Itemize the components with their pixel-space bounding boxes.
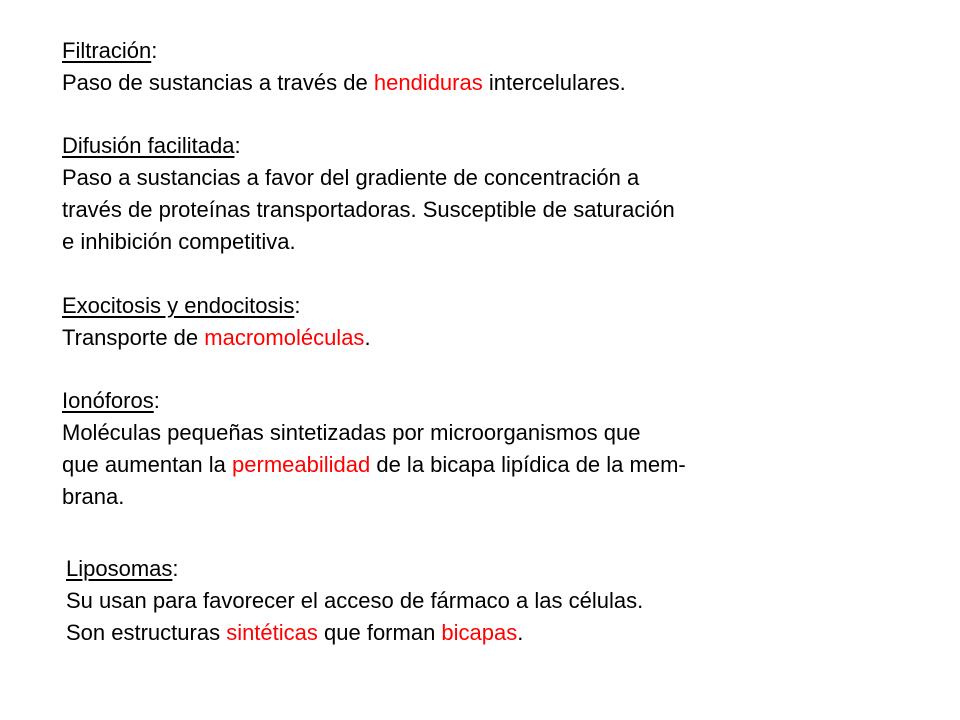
heading-difusion-facilitada: Difusión facilitada	[62, 133, 235, 158]
text-segment: .	[364, 325, 371, 350]
highlight-permeabilidad: permeabilidad	[232, 452, 371, 477]
heading-colon: :	[294, 293, 301, 318]
heading-ionoforos: Ionóforos	[62, 388, 154, 413]
text-segment: .	[517, 620, 524, 645]
highlight-sinteticas: sintéticas	[226, 620, 318, 645]
text-line	[62, 322, 371, 354]
heading-exocitosis-line	[62, 290, 371, 322]
heading-colon: :	[234, 133, 241, 158]
text-segment: intercelulares.	[482, 70, 626, 95]
section-difusion-facilitada	[62, 130, 675, 258]
text-line	[62, 449, 686, 481]
highlight-macromoleculas: macromoléculas	[204, 325, 365, 350]
highlight-bicapas: bicapas	[441, 620, 518, 645]
heading-liposomas: Liposomas	[66, 556, 173, 581]
heading-exocitosis-endocitosis: Exocitosis y endocitosis	[62, 293, 295, 318]
text-line: Paso a sustancias a favor del gradiente de concentración a	[62, 165, 640, 190]
heading-filtracion: Filtración	[62, 38, 152, 63]
text-segment: de la bicapa lipídica de la mem-	[370, 452, 686, 477]
text-segment: Paso de sustancias a través de	[62, 70, 374, 95]
heading-colon: :	[153, 388, 160, 413]
text-segment: que aumentan la	[62, 452, 233, 477]
text-line	[66, 617, 643, 649]
text-segment: Transporte de	[62, 325, 205, 350]
text-line: e inhibición competitiva.	[62, 229, 296, 254]
heading-colon: :	[151, 38, 158, 63]
text-segment: Son estructuras	[66, 620, 227, 645]
heading-liposomas-line	[66, 553, 643, 585]
section-filtracion	[62, 35, 626, 99]
heading-difusion-line	[62, 130, 675, 162]
text-line	[62, 67, 626, 99]
section-exocitosis-endocitosis	[62, 290, 371, 354]
text-line: brana.	[62, 484, 125, 509]
text-line: través de proteínas transportadoras. Susceptible de saturación	[62, 197, 675, 222]
text-line: Moléculas pequeñas sintetizadas por microorganismos que	[62, 420, 641, 445]
text-segment: que forman	[317, 620, 442, 645]
text-line: Su usan para favorecer el acceso de fármaco a las células.	[66, 588, 644, 613]
highlight-hendiduras: hendiduras	[373, 70, 483, 95]
heading-filtracion-line	[62, 35, 626, 67]
heading-ionoforos-line	[62, 385, 686, 417]
heading-colon: :	[172, 556, 179, 581]
section-liposomas	[66, 553, 643, 649]
section-ionoforos	[62, 385, 686, 513]
